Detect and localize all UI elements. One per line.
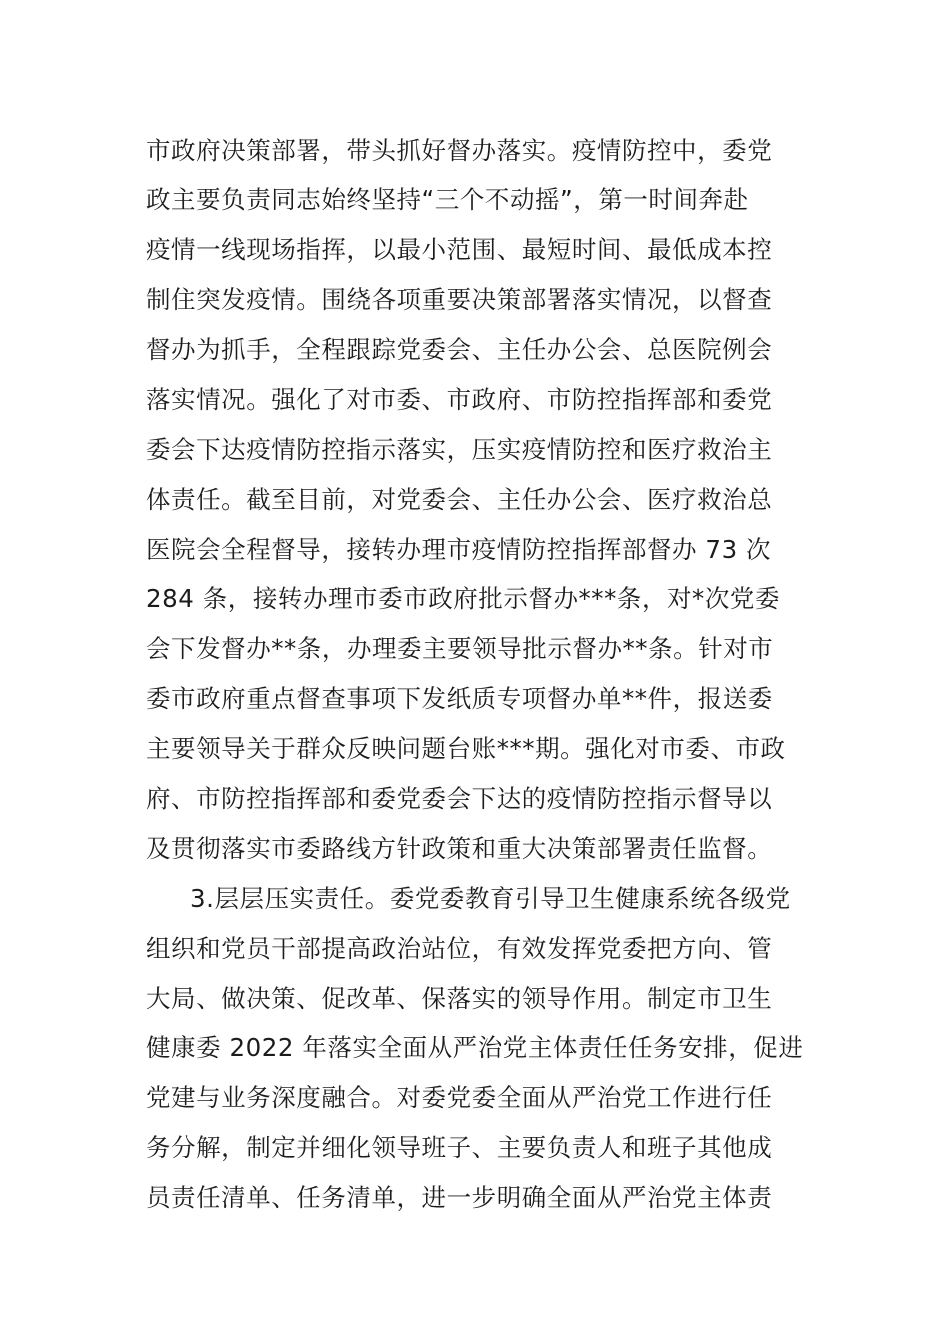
paragraph-start-line: 3.层层压实责任。委党委教育引导卫生健康系统各级党 [190, 884, 791, 913]
text-line: 督办为抓手，全程跟踪党委会、主任办公会、总医院例会 [146, 335, 773, 364]
text-line: 健康委 2022 年落实全面从严治党主体责任任务安排，促进 [146, 1033, 804, 1062]
text-line: 府、市防控指挥部和委党委会下达的疫情防控指示督导以 [146, 784, 773, 813]
text-line: 制住突发疫情。围绕各项重要决策部署落实情况，以督查 [146, 285, 773, 314]
text-line: 政主要负责同志始终坚持“三个不动摇”，第一时间奔赴 [146, 185, 749, 214]
text-line: 体责任。截至目前，对党委会、主任办公会、医疗救治总 [146, 485, 773, 514]
text-line: 委会下达疫情防控指示落实，压实疫情防控和医疗救治主 [146, 435, 773, 464]
text-line: 委市政府重点督查事项下发纸质专项督办单**件，报送委 [146, 684, 773, 713]
text-line: 员责任清单、任务清单，进一步明确全面从严治党主体责 [146, 1183, 773, 1212]
text-line: 主要领导关于群众反映问题台账***期。强化对市委、市政 [146, 734, 786, 763]
text-line: 及贯彻落实市委路线方针政策和重大决策部署责任监督。 [146, 834, 773, 863]
text-line: 疫情一线现场指挥，以最小范围、最短时间、最低成本控 [146, 235, 773, 264]
text-line: 284 条，接转办理市委市政府批示督办***条，对*次党委 [146, 584, 780, 613]
text-line: 落实情况。强化了对市委、市政府、市防控指挥部和委党 [146, 385, 773, 414]
text-line: 务分解，制定并细化领导班子、主要负责人和班子其他成 [146, 1133, 773, 1162]
text-line: 党建与业务深度融合。对委党委全面从严治党工作进行任 [146, 1083, 773, 1112]
text-line: 市政府决策部署，带头抓好督办落实。疫情防控中，委党 [146, 136, 773, 165]
text-line: 医院会全程督导，接转办理市疫情防控指挥部督办 73 次 [146, 535, 772, 564]
text-line: 会下发督办**条，办理委主要领导批示督办**条。针对市 [146, 634, 774, 663]
text-line: 组织和党员干部提高政治站位，有效发挥党委把方向、管 [146, 934, 773, 963]
text-line: 大局、做决策、促改革、保落实的领导作用。制定市卫生 [146, 984, 773, 1013]
